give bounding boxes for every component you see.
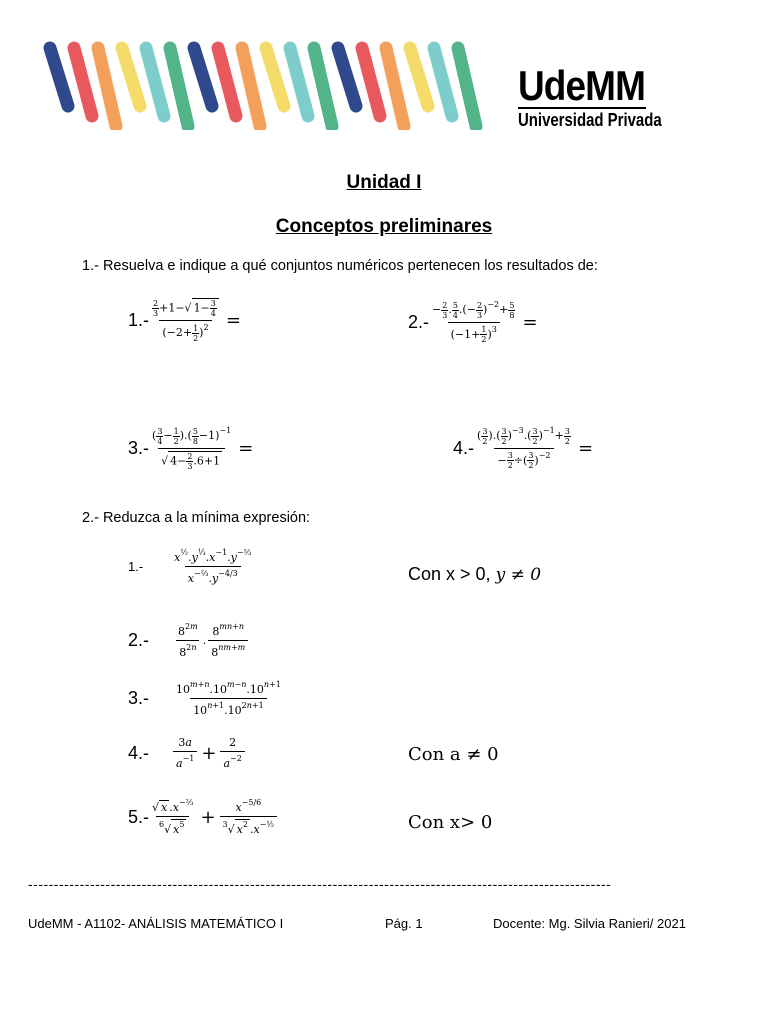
exercise-1-2: 2.- − $\frac{2}{3}$ . $\frac{5}{4}$ .(− $\frac{2}{3}$ )$^{-2}$+ $\frac{5}{8}$ (−1+ $\frac{1}{2}$ )$^3$ = <box>408 300 538 344</box>
logo-main: UdeMM <box>518 62 646 109</box>
math-expression: ( $\frac{3}{2}$ ).( $\frac{3}{2}$ )$^{-3}$.( $\frac{3}{2}$ )$^{-1}$+ $\frac{3}{2}$ − $\frac{3}{2}$ ÷( $\frac{3}{2}$ )$^{-2}$ <box>477 426 570 470</box>
stripe <box>74 48 92 116</box>
instruction-2: 2.- Reduzca a la mínima expresión: <box>82 510 311 526</box>
stripe <box>218 48 236 116</box>
stripe <box>314 48 332 126</box>
instruction-1: 1.- Resuelva e indique a qué conjuntos numéricos pertenecen los resultados de: <box>82 258 598 274</box>
exercise-2-3 <box>128 680 284 717</box>
stripe <box>98 48 116 126</box>
stripe <box>146 48 164 116</box>
header-stripes <box>40 40 500 130</box>
exercise-label: 3.- <box>128 437 150 458</box>
stripe <box>290 48 308 116</box>
exercise-label: 2.- <box>128 630 150 650</box>
footer-divider: ----------------------------------------------------------------------------------------------------------------- <box>28 876 612 890</box>
stripe <box>338 48 356 106</box>
math-expression: $\frac{8^{2m}}{8^{2n}}$ <box>178 622 198 659</box>
exercise-2-2: 2.- $\frac{8^{2m}}{8^{2n}}$ . $\frac{8^{mn+n}}{8^{nm+m}}$ <box>128 622 248 659</box>
udemm-logo <box>518 62 662 131</box>
footer-page: Pág. 1 <box>385 916 423 931</box>
page-subtitle: Conceptos preliminares <box>275 216 493 237</box>
math-expression: $\frac{10^{m+n}.10^{m-n}.10^{n+1}}{10^{n+1}.10^{2n+1}}$ <box>176 680 281 717</box>
footer-teacher: Docente: Mg. Silvia Ranieri/ 2021 <box>493 916 686 931</box>
stripe <box>434 48 452 116</box>
exercise-2-1 <box>128 548 254 585</box>
exercise-1-4: 4.- ( $\frac{3}{2}$ ).( $\frac{3}{2}$ )$^{-3}$.( $\frac{3}{2}$ )$^{-1}$+ $\frac{3}{2}$ − $\frac{3}{2}$ ÷( $\frac{3}{2}$ )$^{-2}$ = <box>453 426 594 470</box>
exercise-label: 3.- <box>128 688 150 708</box>
math-expression: $\frac{2}{3}$ +1−√ 1− $\frac{3}{4}$ (−2+ $\frac{1}{2}$ )$^2$ <box>149 298 222 343</box>
stripe <box>458 48 476 126</box>
page-title: Unidad I <box>346 172 422 193</box>
stripe <box>242 48 260 126</box>
stripe <box>170 48 188 126</box>
logo-sub: Universidad Privada <box>518 110 662 130</box>
condition-2-4: Con a ≠ 0 <box>408 744 499 765</box>
exercise-label: 1.- <box>128 559 144 574</box>
stripe <box>410 48 428 106</box>
math-expression: $\frac{x^{\frac{1}{2}}.y^{\frac{1}{3}}.x^{-1}.y^{-\frac{2}{3}}}{x^{-\frac{2}{3}}.y^{-4/3}}$ <box>174 548 252 585</box>
exercise-label: 5.- <box>128 806 150 827</box>
exercise-label: 2.- <box>408 311 430 332</box>
exercise-label: 1.- <box>128 309 150 330</box>
footer-course: UdeMM - A1102- ANÁLISIS MATEMÁTICO I <box>28 916 284 931</box>
condition-2-5: Con x> 0 <box>408 812 493 833</box>
stripe <box>266 48 284 106</box>
math-expression: $\frac{3a}{a^{-1}}$ <box>173 736 197 770</box>
math-expression: ( $\frac{3}{4}$ − $\frac{1}{2}$ ).( $\frac{5}{8}$ −1)$^{-1}$ √ 4− $\frac{2}{3}$ .6+1 <box>152 426 232 471</box>
exercise-1-1: 1.- $\frac{2}{3}$ +1−√ 1− $\frac{3}{4}$ (−2+ $\frac{1}{2}$ )$^2$ = <box>128 299 241 343</box>
exercise-label: 4.- <box>128 742 150 763</box>
math-expression: $\frac{√ x .x^{-\frac{2}{3}}}{^6√ x^5}$ <box>152 798 194 836</box>
math-expression: − $\frac{2}{3}$ . $\frac{5}{4}$ .(− $\frac{2}{3}$ )$^{-2}$+ $\frac{5}{8}$ (−1+ $\frac{1}{2}$ )$^3$ <box>432 300 515 344</box>
exercise-label: 4.- <box>453 437 475 458</box>
stripe <box>362 48 380 116</box>
condition-2-1: Con x > 0, y ≠ 0 <box>408 564 542 585</box>
stripe <box>194 48 212 106</box>
stripe <box>122 48 140 106</box>
stripe <box>386 48 404 126</box>
exercise-1-3: 3.- ( $\frac{3}{4}$ − $\frac{1}{2}$ ).( $\frac{5}{8}$ −1)$^{-1}$ √ 4− $\frac{2}{3}$ .6+1 = <box>128 426 254 471</box>
exercise-2-5: 5.- $\frac{√ x .x^{-\frac{2}{3}}}{^6√ x^5}$ + $\frac{x^{-5/6}}{^3√ x^2 .x^{-\frac{1}{2}}}$ <box>128 798 277 836</box>
stripe <box>50 48 68 106</box>
exercise-2-4: 4.- $\frac{3a}{a^{-1}}$ + $\frac{2}{a^{-2}}$ <box>128 736 245 770</box>
